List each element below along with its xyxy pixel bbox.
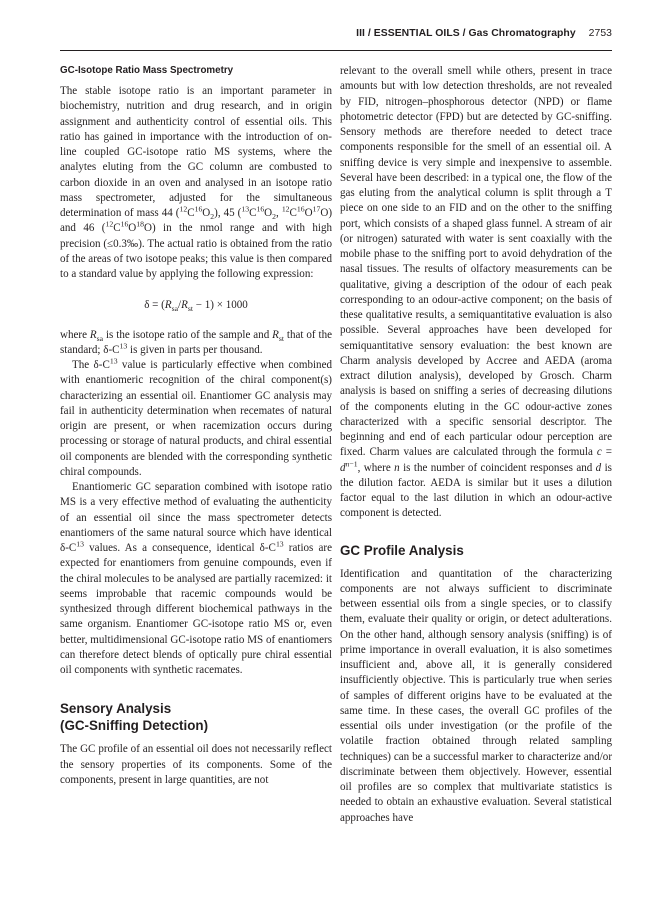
page-number: 2753 bbox=[588, 28, 612, 39]
left-column bbox=[60, 64, 332, 788]
heading-gc-isotope-ratio-ms: GC-Isotope Ratio Mass Spectrometry bbox=[60, 65, 234, 76]
paragraph-gc-profile: Identification and quantitation of the characterizing components are not always sufficient to discriminate between essential oils from a single species, or to classify them, evaluate their quality or origin, or detect adulterations. On the other hand, although sensory analysis (sniffing) is of prime importance in overall evaluation, it is also sometimes insufficient and, above all, it is generally considered insufficiently objective. This is particularly true when series of samples of different origins have to be evaluated at the same time. In these cases, the overall GC profiles of the essential oils under investigation (or the profile of the volatile fraction obtained through related sampling techniques) can be a successful marker to characterize and/or discriminate between them objectively. However, essential oil profiles are so complex that multivariate statistics is needed to obtain an exhaustive evaluation. Several statistical approaches have bbox=[340, 567, 612, 824]
paragraph-where: where $R_{sa}$ is the isotope ratio of the sample and $R_{st}$ that of the standard; $\delta-C^{13}$ is given in parts per thousand. bbox=[60, 328, 332, 356]
heading-gc-sniffing: (GC-Sniffing Detection) bbox=[60, 718, 209, 734]
paragraph-enantiomeric: Enantiomeric GC separation combined with isotope ratio MS is a very effective method of evaluating the authenticity of an essential oil since the mass spectrometer detects enantiomers of the same natural source which have identical $\delta-C^{13}$ values. As a consequence, identical $\delta-C^{13}$ ratios are expected for enantiomers from genuine compounds, even if the chiral molecules to be analysed are partially racemized: it seems improbable that racemic compounds would be synthesized through different biochemical pathways in the same organism. Enantiomer GC-isotope ratio MS or, even better, multidimensional GC-isotope ratio MS of enantiomers can therefore detect blends of optically pure chiral essential oil components with synthetic racemates. bbox=[60, 481, 332, 676]
running-head-text bbox=[356, 28, 612, 39]
right-column bbox=[340, 64, 612, 826]
delta-equation: $\delta = (R_{sa}/R_{st} - 1) \times 1000$ bbox=[144, 299, 248, 314]
paragraph-delta-c13: The $\delta-C^{13}$ value is particularly effective when combined with enantiomeric recognition of the chiral component(s) characterizing an essential oil. Enantiomer GC analysis may fail in authenticity determination when recemates of natural origin are present, or when racemization occurs during processing or storage of natural products, and chiral essential oil components are blended with the corresponding synthetic chiral compounds. bbox=[60, 356, 332, 478]
running-head bbox=[60, 24, 612, 51]
paragraph-sensory-intro: The GC profile of an essential oil does not necessarily reflect the sensory properties of its components. Some of the components, present in large quantities, are not bbox=[60, 743, 332, 786]
heading-gc-profile-analysis: GC Profile Analysis bbox=[340, 542, 464, 558]
paragraph-sniffing: relevant to the overall smell while others, present in trace amounts but with low detection thresholds, are not revealed by FID, nitrogen–phosphorous detector (NPD) or flame photometric detector (FPD) but are detected by GC-sniffing. Sensory methods are therefore needed to detect trace components responsible for the smell of an essential oil. A sniffing device is very simple and inexpensive to assemble. Several have been described: in a typical one, the flow of the gas eluting from the analytical column is split through a T piece on one side to an FID and on the other to the sniffing port, which consists of a shaped glass funnel. A stream of air (or nitrogen) saturated with water is sent coaxially with the mobile phase to the sniffing port to avoid dehydration of the nasal tissues. The results of olfactory measurements can be qualitative, giving a description of the odour of each peak corresponding to an odour-active component; on the basis of these qualitative results, a semiquantitative evaluation is also possible. Several approaches have been developed for semiquantitative sensory evaluation: the best known are Charm analysis developed by Accree and AEDA (aroma extract dilution analysis), developed by Grosch. Charm analysis is based on sniffing a series of decreasing dilutions of the components eluting in the GC odour-active zones characterized with a specific sensorial descriptor. The beginning and end of each particular odour perception are fixed. Charm values are calculated through the formula $c = d^{n-1}$, where n is the number of coincident responses and d is the dilution factor. AEDA is similar but it uses a dilution factor equal to the last dilution in which an odour-active component is detected. bbox=[340, 65, 612, 520]
paragraph-isotope-intro: The stable isotope ratio is an important parameter in biochemistry, nutrition and drug research, and in origin assignment and authenticity control of essential oils. This ratio has gained in importance with the introduction of on-line coupled GC-isotope ratio MS systems, where the analytes eluting from the GC column are combusted to carbon dioxide in an oven and analysed in an isotope ratio mass spectrometer, adjusted for the simultaneous determination of mass 44 $(^{12}C^{16}O_2)$, 45 ($^{13}C^{16}O_2$, $^{12}C^{16}O^{17}O$) and 46 $(^{12}C^{16}O^{18}O)$ in the nmol range and with high precision (≤0.3‰). The actual ratio is obtained from the ratio of the areas of two isotope peaks; this value is then compared to a standard value by applying the following expression: bbox=[60, 85, 333, 280]
running-head-section: III / ESSENTIAL OILS / Gas Chromatography bbox=[356, 28, 576, 39]
heading-sensory-analysis: Sensory Analysis bbox=[60, 701, 172, 717]
